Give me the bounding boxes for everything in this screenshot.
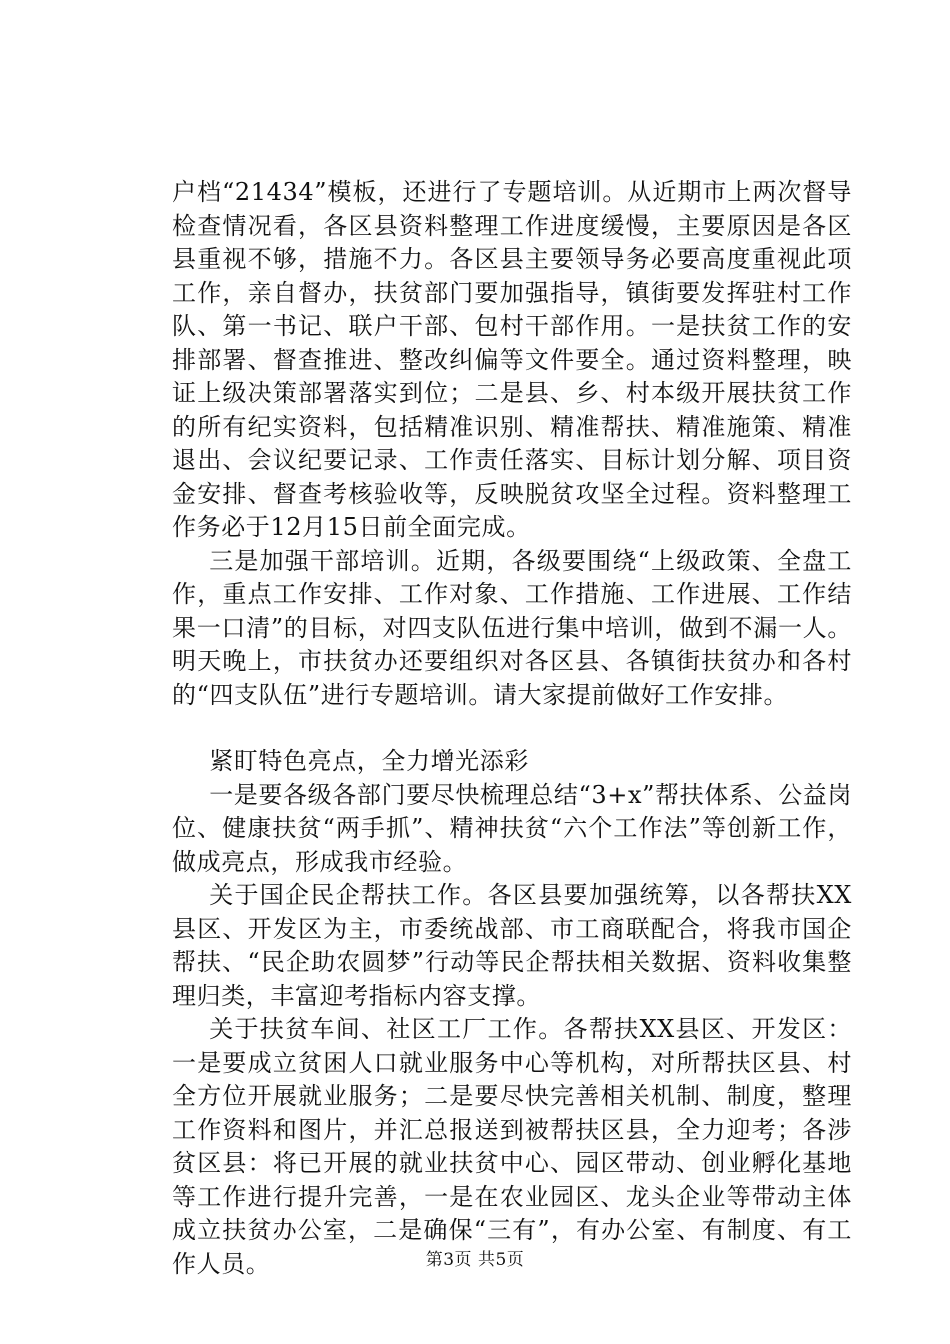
document-body xyxy=(172,176,852,1281)
paragraph-innovation: 一是要各级各部门要尽快梳理总结“3+x”帮扶体系、公益岗位、健康扶贫“两手抓”、精神扶贫“六个工作法”等创新工作，做成亮点，形成我市经验。 xyxy=(172,780,852,876)
paragraph-enterprise-support: 关于国企民企帮扶工作。各区县要加强统筹，以各帮扶XX县区、开发区为主，市委统战部、市工商联配合，将我市国企帮扶、“民企助农圆梦”行动等民企帮扶相关数据、资料收集整理归类，丰富迎考指标内容支撑。 xyxy=(172,881,852,1010)
paragraph-cadre-training: 三是加强干部培训。近期，各级要围绕“上级政策、全盘工作，重点工作安排、工作对象、工作措施、工作进展、工作结果一口清”的目标，对四支队伍进行集中培训，做到不漏一人。明天晚上，市扶贫办还要组织对各区县、各镇街扶贫办和各村的“四支队伍”进行专题培训。请大家提前做好工作安排。 xyxy=(172,546,852,709)
section-heading: 紧盯特色亮点，全力增光添彩 xyxy=(209,747,529,775)
paragraph-spacer xyxy=(172,712,852,745)
paragraph-continued: 户档“21434”模板，还进行了专题培训。从近期市上两次督导检查情况看，各区县资料整理工作进度缓慢，主要原因是各区县重视不够，措施不力。各区县主要领导务必要高度重视此项工作，亲自督办，扶贫部门要加强指导，镇街要发挥驻村工作队、第一书记、联户干部、包村干部作用。一是扶贫工作的安排部署、督查推进、整改纠偏等文件要全。通过资料整理，映证上级决策部署落实到位；二是县、乡、村本级开展扶贫工作的所有纪实资料，包括精准识别、精准帮扶、精准施策、精准退出、会议纪要记录、工作责任落实、目标计划分解、项目资金安排、督查考核验收等，反映脱贫攻坚全过程。资料整理工作务必于12月15日前全面完成。 xyxy=(172,178,852,541)
page-number-footer: 第3页 共5页 xyxy=(425,1250,525,1270)
paragraph-poverty-workshop: 关于扶贫车间、社区工厂工作。各帮扶XX县区、开发区：一是要成立贫困人口就业服务中心等机构，对所帮扶区县、村全方位开展就业服务；二是要尽快完善相关机制、制度，整理工作资料和图片，并汇总报送到被帮扶区县，全力迎考；各涉贫区县：将已开展的就业扶贫中心、园区带动、创业孵化基地等工作进行提升完善，一是在农业园区、龙头企业等带动主体成立扶贫办公室，二是确保“三有”，有办公室、有制度、有工作人员。 xyxy=(172,1015,852,1278)
